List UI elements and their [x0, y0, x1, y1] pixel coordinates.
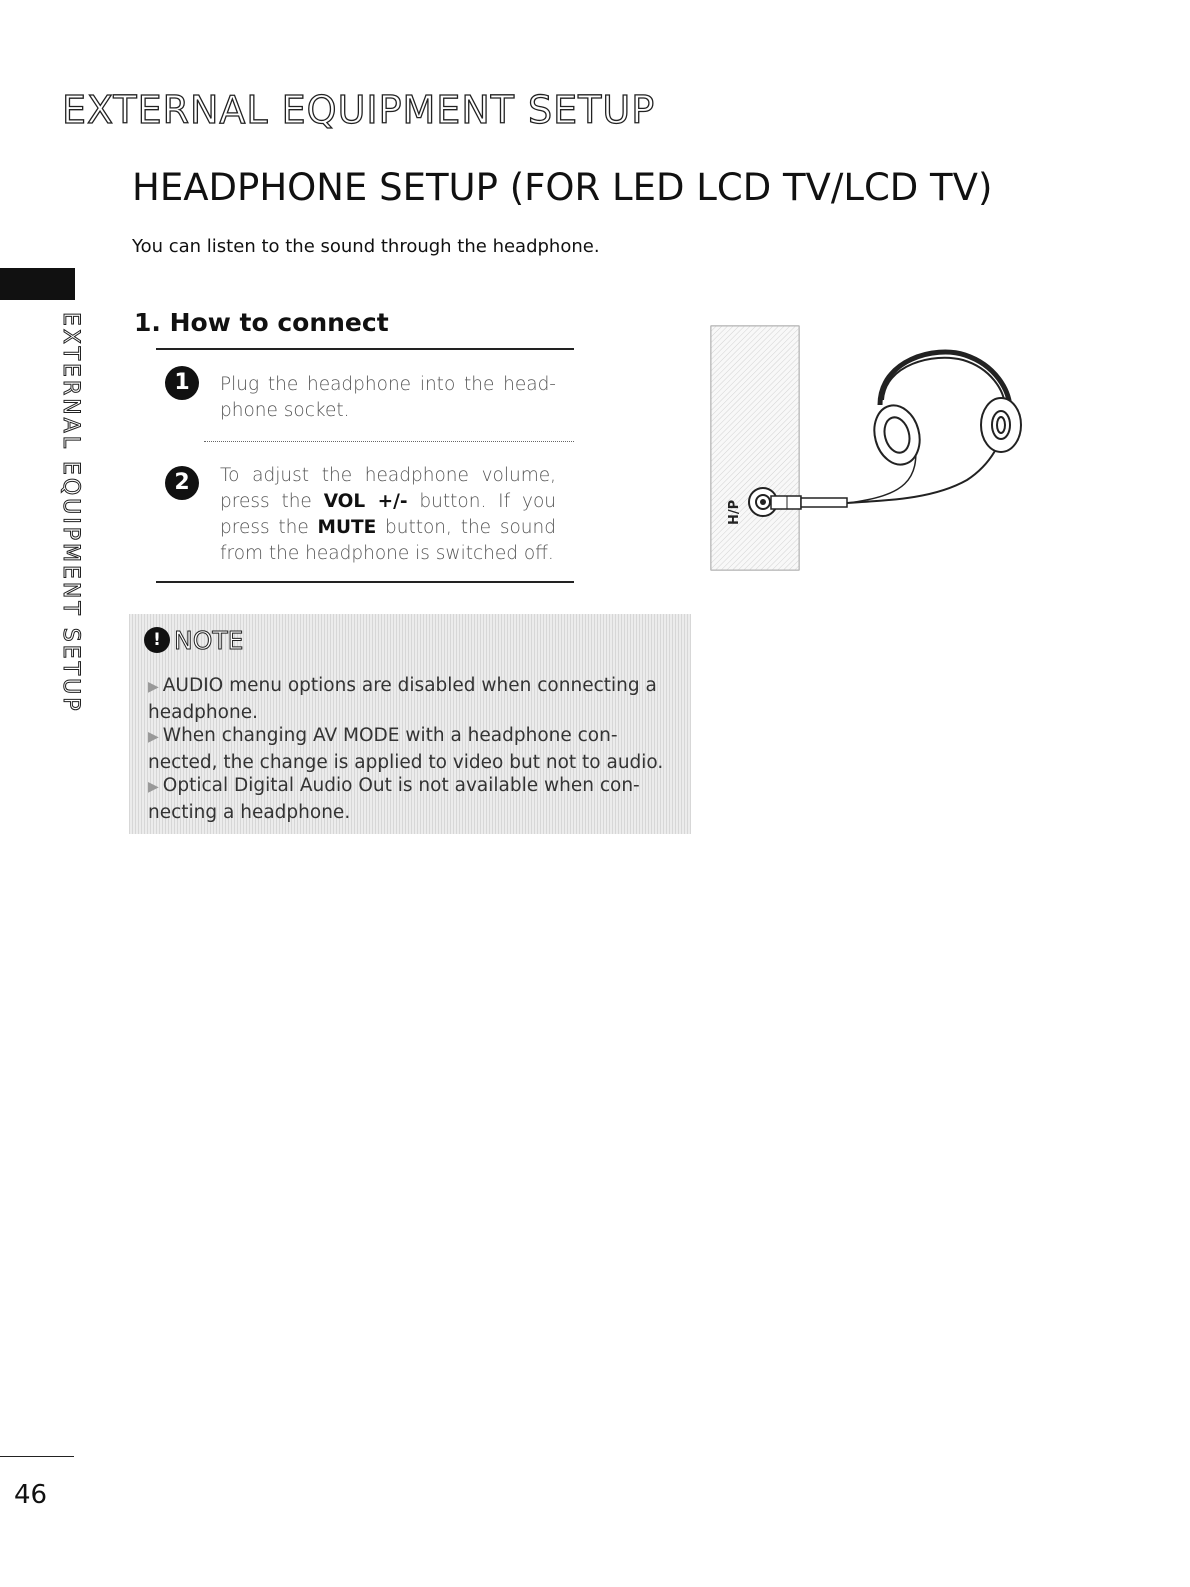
bullet-triangle-icon: ▶ [148, 679, 159, 695]
step-2-text-b: button. If you press the [220, 491, 556, 538]
note-title: NOTE [174, 626, 244, 655]
step-1-text: Plug the headphone into the head-phone socket. [220, 374, 556, 421]
note-item-text: Optical Digital Audio Out is not available when con-necting a headphone. [148, 775, 640, 823]
footer-rule [0, 1456, 74, 1457]
mute-button-label: MUTE [317, 517, 377, 538]
step-2-text-c: button, the sound from the headphone is switched off. [220, 517, 556, 564]
step-2-text-a: To adjust the headphone volume, press the [220, 465, 556, 512]
step-1-badge: 1 [165, 366, 199, 400]
note-item [148, 673, 674, 725]
how-to-connect-heading: 1. How to connect [134, 308, 389, 337]
note-item [148, 723, 674, 775]
headphone-connection-illustration [705, 320, 1045, 580]
note-item-text: When changing AV MODE with a headphone con-nected, the change is applied to video but not to audio. [148, 725, 664, 773]
page-number: 46 [14, 1480, 48, 1510]
step-2-badge: 2 [165, 466, 199, 500]
side-section-label: EXTERNAL EQUIPMENT SETUP [58, 312, 83, 714]
plug-icon [771, 496, 847, 509]
note-item-text: AUDIO menu options are disabled when connecting a headphone. [148, 675, 657, 723]
hp-port-label: H/P [727, 499, 742, 525]
side-tab-marker [0, 268, 75, 300]
headphone-cable [847, 420, 1003, 503]
bullet-triangle-icon: ▶ [148, 779, 159, 795]
headphones-icon [868, 352, 1021, 470]
intro-text: You can listen to the sound through the headphone. [132, 236, 600, 257]
heading-rule [156, 348, 574, 350]
section-title: EXTERNAL EQUIPMENT SETUP [62, 88, 656, 132]
note-item [148, 773, 674, 825]
step-2-text [220, 463, 556, 567]
note-alert-icon: ! [144, 627, 170, 653]
step-divider [204, 441, 574, 442]
vol-button-label: VOL +/- [323, 491, 408, 512]
page-title: HEADPHONE SETUP (FOR LED LCD TV/LCD TV) [132, 166, 993, 209]
steps-bottom-rule [156, 581, 574, 583]
bullet-triangle-icon: ▶ [148, 729, 159, 745]
